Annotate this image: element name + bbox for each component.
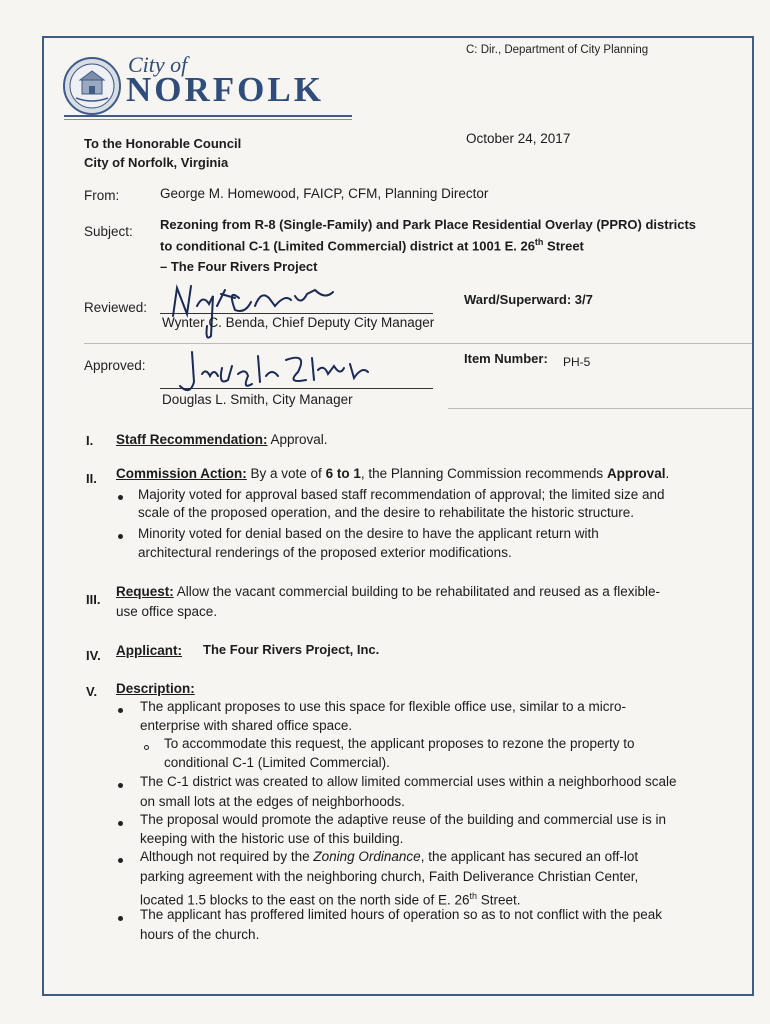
- separator-line: [84, 343, 752, 344]
- subject-label: Subject:: [84, 224, 133, 239]
- section-5-bullet-4-line-2: parking agreement with the neighboring church, Faith Deliverance Christian Center,: [140, 869, 639, 884]
- logo-city-text: City of: [128, 52, 188, 77]
- memo-date: October 24, 2017: [466, 131, 571, 146]
- section-1-number: I.: [86, 433, 94, 448]
- section-3-line-1: Request: Allow the vacant commercial building to be rehabilitated and reused as a flexible-: [116, 584, 661, 599]
- section-3-line-2: use office space.: [116, 604, 218, 619]
- section-2-bullet-1-line-1: Majority voted for approval based staff recommendation of approval; the limited size and: [138, 487, 665, 502]
- reviewed-name: Wynter C. Benda, Chief Deputy City Manager: [162, 315, 435, 330]
- approved-name: Douglas L. Smith, City Manager: [162, 392, 353, 407]
- section-2-bullet-2-line-2: architectural renderings of the proposed exterior modifications.: [138, 545, 512, 560]
- separator-line-2: [448, 408, 752, 409]
- addressee-line-2: City of Norfolk, Virginia: [84, 155, 229, 170]
- bullet: [118, 916, 123, 921]
- logo-rule: [64, 115, 352, 117]
- section-5-sub-bullet-line-1: To accommodate this request, the applicant proposes to rezone the property to: [164, 736, 635, 751]
- bullet: [118, 708, 123, 713]
- section-5-bullet-4-line-3: located 1.5 blocks to the east on the north side of E. 26th Street.: [140, 891, 521, 908]
- section-5-bullet-5-line-1: The applicant has proffered limited hours of operation so as to not conflict with the peak: [140, 907, 663, 922]
- sub-bullet: [144, 745, 149, 750]
- section-3-number: III.: [86, 592, 101, 607]
- section-5-number: V.: [86, 684, 98, 699]
- section-2: Commission Action: By a vote of 6 to 1, the Planning Commission recommends Approval.: [116, 466, 670, 481]
- section-4-number: IV.: [86, 648, 101, 663]
- section-5-bullet-1-line-2: enterprise with shared office space.: [140, 718, 353, 733]
- from-value: George M. Homewood, FAICP, CFM, Planning Director: [160, 186, 489, 201]
- reviewed-label: Reviewed:: [84, 300, 148, 315]
- section-2-number: II.: [86, 471, 97, 486]
- ward-superward: Ward/Superward: 3/7: [464, 292, 593, 307]
- subject-line-3: – The Four Rivers Project: [160, 259, 318, 274]
- section-5-bullet-1-line-1: The applicant proposes to use this space for flexible office use, similar to a micro-: [140, 699, 626, 714]
- section-5-bullet-3-line-2: keeping with the historic use of this building.: [140, 831, 404, 846]
- section-4-heading: Applicant:: [116, 643, 182, 658]
- bullet: [118, 821, 123, 826]
- section-5-bullet-4-line-1: Although not required by the Zoning Ordinance, the applicant has secured an off-lot: [140, 849, 639, 864]
- section-5-sub-bullet-line-2: conditional C-1 (Limited Commercial).: [164, 755, 390, 770]
- reviewer-signature: [165, 276, 365, 346]
- bullet: [118, 495, 123, 500]
- from-label: From:: [84, 188, 120, 203]
- bullet: [118, 783, 123, 788]
- subject-line-1: Rezoning from R-8 (Single-Family) and Park Place Residential Overlay (PPRO) districts: [160, 217, 697, 232]
- item-number-value: PH-5: [563, 355, 591, 369]
- section-5-bullet-2-line-2: on small lots at the edges of neighborhoods.: [140, 794, 405, 809]
- addressee-line-1: To the Honorable Council: [84, 136, 242, 151]
- applicant-name: The Four Rivers Project, Inc.: [203, 642, 380, 657]
- logo-norfolk-text: NORFOLK: [126, 70, 324, 109]
- item-number-label: Item Number:: [464, 351, 548, 366]
- section-2-bullet-1-line-2: scale of the proposed operation, and the desire to rehabilitate the historic structure.: [138, 505, 635, 520]
- section-5-bullet-2-line-1: The C-1 district was created to allow limited commercial uses within a neighborhood scale: [140, 774, 677, 789]
- section-5-heading: Description:: [116, 681, 195, 696]
- approved-label: Approved:: [84, 358, 146, 373]
- section-1: Staff Recommendation: Approval.: [116, 432, 328, 447]
- city-seal-logo: [62, 56, 122, 116]
- cc-line: C: Dir., Department of City Planning: [466, 44, 649, 56]
- section-5-bullet-3-line-1: The proposal would promote the adaptive reuse of the building and commercial use is in: [140, 812, 667, 827]
- subject-line-2: to conditional C-1 (Limited Commercial) district at 1001 E. 26th Street: [160, 237, 584, 254]
- bullet: [118, 534, 123, 539]
- bullet: [118, 858, 123, 863]
- section-5-bullet-5-line-2: hours of the church.: [140, 927, 260, 942]
- logo-rule-thin: [64, 119, 352, 120]
- section-2-bullet-2-line-1: Minority voted for denial based on the desire to have the applicant return with: [138, 526, 599, 541]
